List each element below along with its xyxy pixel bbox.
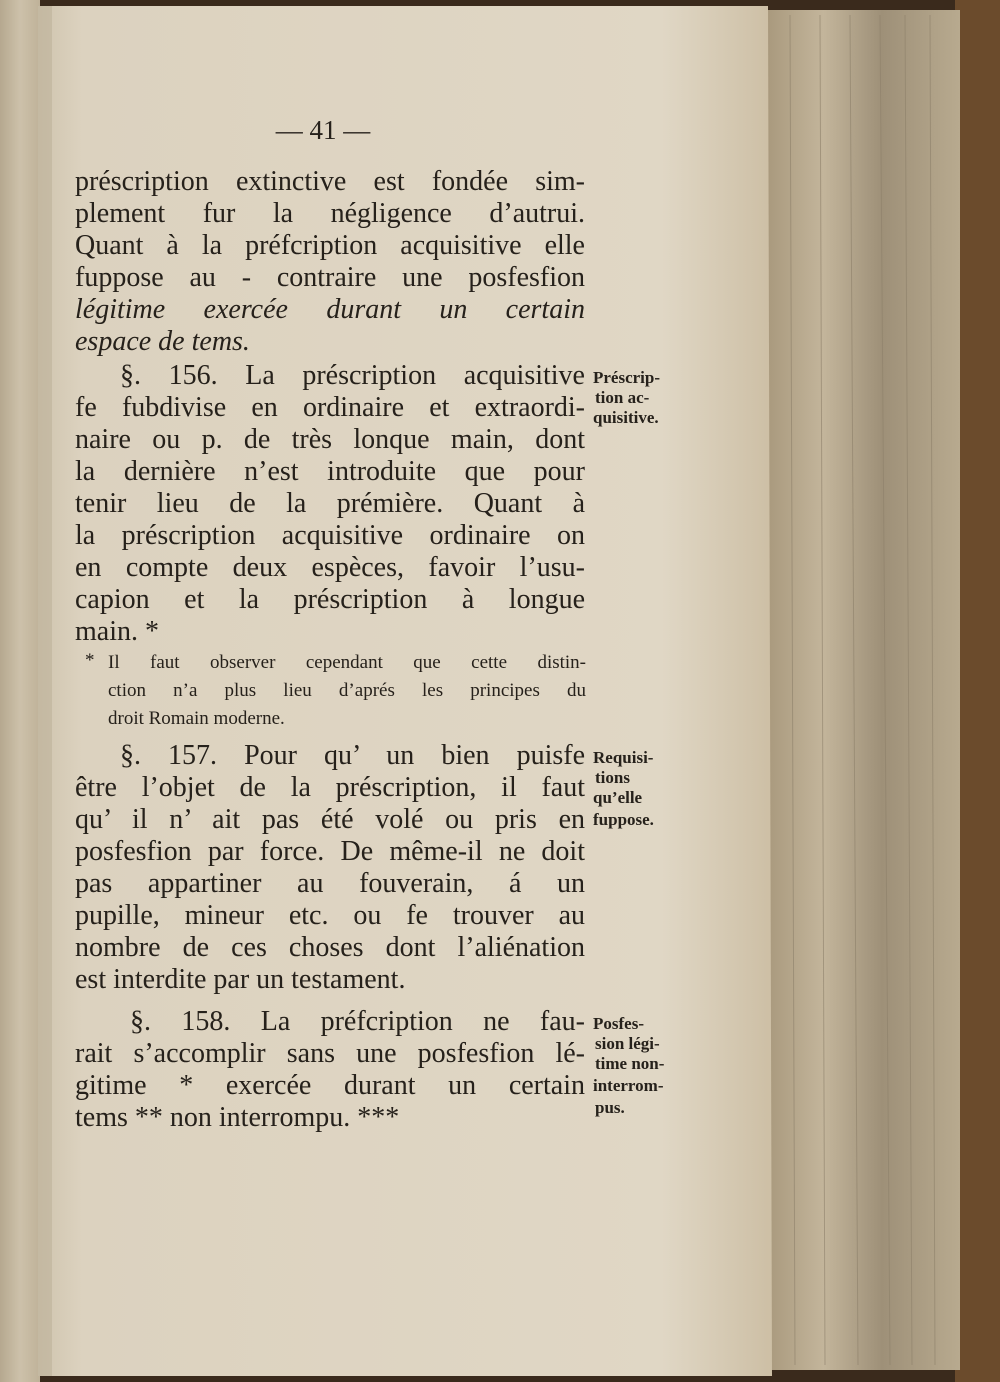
margin-line: tion ac-	[595, 388, 650, 407]
text-line: légitime exercée durant un certain	[75, 294, 585, 325]
text-line: main. *	[75, 616, 159, 647]
text-line: fuppose au - contraire une posfesfion	[75, 262, 585, 293]
text-line: pupille, mineur etc. ou fe trouver au	[75, 900, 585, 931]
text-line: la préscription acquisitive ordinaire on	[75, 520, 585, 551]
text-line: naire ou p. de très lonque main, dont	[75, 424, 585, 455]
text-line: en compte deux espèces, favoir l’usu-	[75, 552, 585, 583]
footnote-line: Il faut observer cependant que cette distin-	[108, 652, 586, 673]
gutter-shadow	[38, 6, 52, 1376]
text-line: espace de tems.	[75, 326, 250, 357]
text-line: est interdite par un testament.	[75, 964, 406, 995]
text-line: être l’objet de la préscription, il faut	[75, 772, 585, 803]
margin-line: Posfes-	[593, 1014, 644, 1033]
text-line: §. 156. La préscription acquisitive	[120, 360, 585, 391]
cover-board-right	[955, 0, 1000, 1382]
text-line: gitime * exercée durant un certain	[75, 1070, 585, 1101]
footnote-marker: *	[85, 650, 95, 671]
text-line: pas appartiner au fouverain, á un	[75, 868, 585, 899]
text-line: tems ** non interrompu. ***	[75, 1102, 400, 1133]
text-line: fe fubdivise en ordinaire et extraordi-	[75, 392, 585, 423]
text-line: capion et la préscription à longue	[75, 584, 585, 615]
margin-line: fuppose.	[593, 810, 654, 829]
text-line: nombre de ces choses dont l’aliénation	[75, 932, 585, 963]
text-line: rait s’accomplir sans une posfesfion lé-	[75, 1038, 585, 1069]
text-line: Quant à la préfcription acquisitive elle	[75, 230, 585, 261]
text-line: la dernière n’est introduite que pour	[75, 456, 585, 487]
margin-line: qu’elle	[593, 788, 643, 807]
text-line: posfesfion par force. De même-il ne doit	[75, 836, 585, 867]
margin-line: interrom-	[593, 1076, 664, 1095]
margin-line: pus.	[595, 1098, 625, 1117]
footnote-line: droit Romain moderne.	[108, 708, 285, 729]
text-line: tenir lieu de la prémière. Quant à	[75, 488, 585, 519]
margin-line: time non-	[595, 1054, 665, 1073]
facing-page-left	[0, 0, 40, 1382]
text-line: plement fur la négligence d’autrui.	[75, 198, 585, 229]
margin-line: quisitive.	[593, 408, 659, 427]
margin-line: sion légi-	[595, 1034, 660, 1053]
text-line: §. 158. La préfcription ne fau-	[130, 1006, 585, 1037]
margin-line: Requisi-	[593, 748, 654, 767]
text-line: préscription extinctive est fondée sim-	[75, 166, 585, 197]
margin-line: Préscrip-	[593, 368, 661, 387]
margin-line: tions	[595, 768, 630, 787]
page-number: — 41 —	[275, 115, 371, 145]
footnote-line: ction n’a plus lieu d’aprés les principes du	[108, 680, 586, 701]
text-line: qu’ il n’ ait pas été volé ou pris en	[75, 804, 585, 835]
text-line: §. 157. Pour qu’ un bien puisfe	[120, 740, 585, 771]
